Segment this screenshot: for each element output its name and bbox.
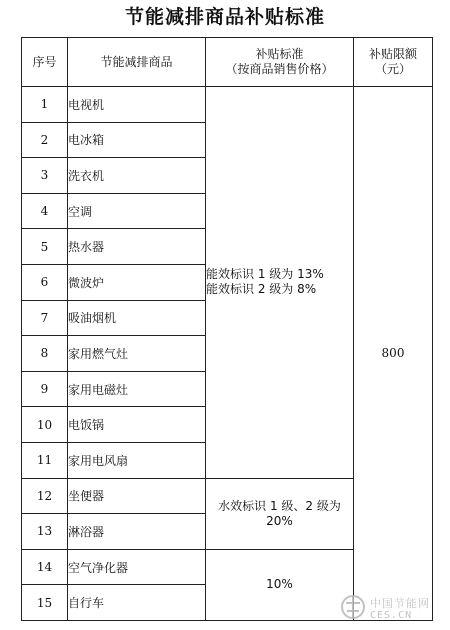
row-product: 自行车 [68,585,206,621]
header-standard-line2: （按商品销售价格） [225,62,334,76]
ces-logo-icon [339,594,367,624]
subsidy-limit: 800 [354,87,433,621]
row-product: 吸油烟机 [68,300,206,336]
table-row [22,87,433,123]
table-header-row [22,38,433,87]
row-product: 家用燃气灶 [68,336,206,372]
row-product: 电视机 [68,87,206,123]
header-limit [354,38,433,87]
standard-water-efficiency [206,478,354,549]
row-seq: 7 [22,300,68,336]
row-seq: 12 [22,478,68,514]
standard-energy-line1: 能效标识 1 级为 13% [206,267,324,282]
watermark-en: CES.CN [370,610,413,621]
row-seq: 2 [22,122,68,158]
row-product: 电冰箱 [68,122,206,158]
row-seq: 8 [22,336,68,372]
row-product: 热水器 [68,229,206,265]
row-seq: 15 [22,585,68,621]
standard-energy-line2: 能效标识 2 级为 8% [206,282,317,297]
row-seq: 6 [22,264,68,300]
row-seq: 3 [22,158,68,194]
header-limit-line1: 补贴限额 [368,47,417,61]
header-product: 节能减排商品 [68,38,206,87]
row-product: 微波炉 [68,264,206,300]
standard-energy-efficiency [206,87,354,479]
standard-water-line1: 水效标识 1 级、2 级为 [218,498,341,513]
header-standard [206,38,354,87]
row-product: 家用电磁灶 [68,371,206,407]
row-seq: 4 [22,193,68,229]
row-product: 空调 [68,193,206,229]
row-seq: 10 [22,407,68,443]
row-seq: 9 [22,371,68,407]
row-product: 家用电风扇 [68,442,206,478]
row-seq: 5 [22,229,68,265]
row-product: 电饭锅 [68,407,206,443]
standard-water-line2: 20% [266,513,293,528]
row-seq: 1 [22,87,68,123]
row-product: 坐便器 [68,478,206,514]
watermark-cn: 中国节能网 [370,597,430,610]
header-seq: 序号 [22,38,68,87]
row-product: 空气净化器 [68,549,206,585]
row-seq: 11 [22,442,68,478]
row-seq: 14 [22,549,68,585]
row-product: 洗衣机 [68,158,206,194]
subsidy-table [21,37,433,621]
header-limit-line2: （元） [374,62,411,76]
document-title: 节能减排商品补贴标准 [124,6,325,28]
site-watermark [339,594,430,624]
header-standard-line1: 补贴标准 [255,47,304,61]
row-seq: 13 [22,514,68,550]
standard-other: 10% [206,549,354,620]
row-product: 淋浴器 [68,514,206,550]
